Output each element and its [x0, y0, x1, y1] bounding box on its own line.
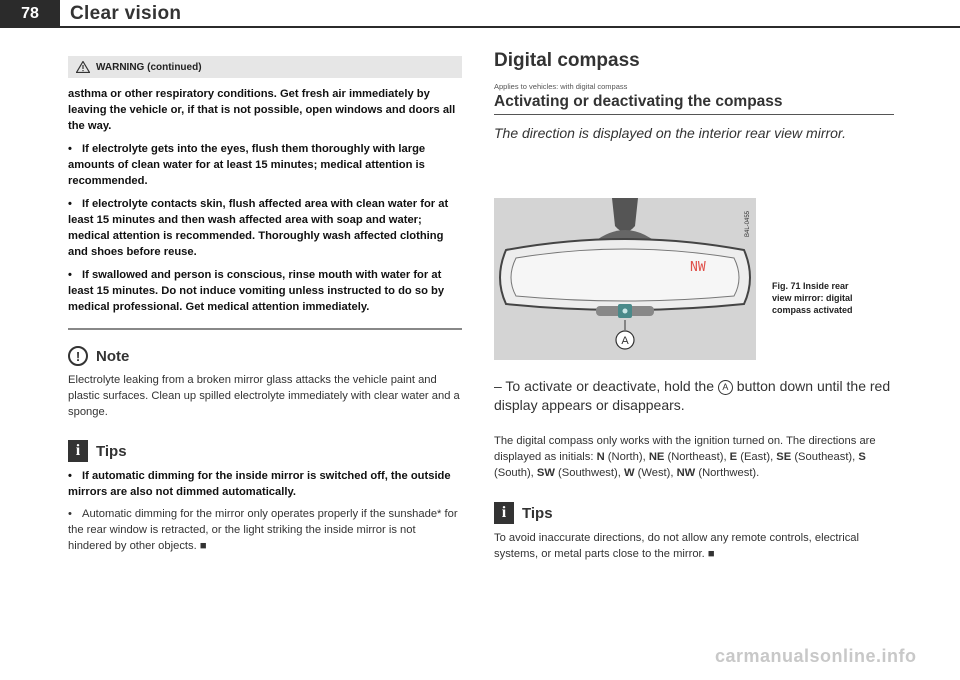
- page-number: 78: [0, 0, 60, 28]
- note-title: Note: [96, 347, 130, 365]
- direction-name: (Northeast),: [667, 451, 727, 463]
- callout-a-label: A: [621, 335, 629, 347]
- intro-text: The direction is displayed on the interior rear view mirror.: [494, 125, 846, 141]
- warning-paragraph: asthma or other respiratory conditions. Get fresh air immediately by leaving the vehicle or, if that is not possible, open windows and doors all the way.: [68, 88, 456, 132]
- figure-code: B4L-0455: [745, 210, 751, 238]
- tips-heading: [494, 502, 894, 524]
- tips-section-right: [494, 502, 894, 562]
- direction-abbr: W: [620, 467, 638, 479]
- header-rule: [60, 26, 960, 28]
- warning-bullet: • If electrolyte gets into the eyes, flush them thoroughly with large amounts of clean water for at least 15 minutes; medical attention is recommended.: [68, 143, 426, 187]
- instruction-step: – To activate or deactivate, hold the A button down until the red display appears or disappears.: [494, 378, 891, 413]
- rear-view-mirror-figure: [494, 198, 756, 360]
- direction-abbr: NE: [645, 451, 668, 463]
- direction-name: (Northwest).: [698, 467, 760, 479]
- info-i-icon: i: [494, 502, 514, 524]
- direction-name: (North),: [607, 451, 646, 463]
- direction-abbr: SE: [773, 451, 795, 463]
- direction-name: (East),: [740, 451, 774, 463]
- applies-to: Applies to vehicles: with digital compass: [494, 82, 628, 91]
- section-title: Clear vision: [70, 3, 182, 24]
- direction-abbr: S: [855, 451, 866, 463]
- left-column: [68, 56, 462, 554]
- compass-description: The digital compass only works with the ignition turned on. The directions are displayed as initials: N (North), NE (Northeast), E (East), SE (Southeast), S (South), SW (Southwest), W (West), NW (Northwest).: [494, 435, 876, 479]
- figure-caption: Fig. 71 Inside rear view mirror: digital compass activated: [772, 281, 853, 315]
- note-text: Electrolyte leaking from a broken mirror glass attacks the vehicle paint and plastic surfaces. Clean up spilled electrolyte immediately with clear water and a sponge.: [68, 374, 460, 418]
- tips-bullet: • Automatic dimming for the mirror only operates properly if the sunshade* for the rear window is retracted, or the light striking the inside mirror is not hindered by other objects. ■: [68, 508, 458, 552]
- tips-heading: [68, 440, 462, 462]
- right-column: [494, 50, 894, 560]
- direction-abbr: N: [596, 451, 608, 463]
- direction-name: (Southeast),: [794, 451, 856, 463]
- tips-bullet: • If automatic dimming for the inside mirror is switched off, the outside mirrors are also not dimmed automatically.: [68, 470, 451, 498]
- tips-title: Tips: [522, 504, 553, 522]
- warning-header: [68, 56, 462, 78]
- tips-body: [68, 468, 462, 554]
- exclamation-circle-icon: !: [68, 346, 88, 366]
- info-i-icon: i: [68, 440, 88, 462]
- warning-bullet: • If swallowed and person is conscious, rinse mouth with water for at least 15 minutes. Do not induce vomiting unless instructed to do so by medical professional. Get medical attention immediately.: [68, 269, 445, 313]
- direction-abbr: E: [726, 451, 741, 463]
- compass-display-text: NW: [690, 260, 706, 275]
- direction-name: (Southwest),: [558, 467, 621, 479]
- heading-digital-compass: Digital compass: [494, 50, 640, 71]
- watermark: carmanualsonline.info: [715, 646, 917, 666]
- note-heading: [68, 346, 462, 366]
- subheading-activating: Activating or deactivating the compass: [494, 93, 894, 115]
- warning-body: [68, 78, 462, 315]
- button-a-symbol: A: [718, 380, 733, 395]
- tips-text: To avoid inaccurate directions, do not allow any remote controls, electrical systems, or metal parts close to the mirror. ■: [494, 532, 860, 560]
- direction-name: (South),: [494, 467, 534, 479]
- warning-bullet: • If electrolyte contacts skin, flush affected area with clean water for at least 15 minutes and then wash affected area with soap and water; medical attention is recommended. Thoroughly wash affected clothing and shoes before reuse.: [68, 198, 449, 258]
- warning-box: [68, 56, 462, 330]
- tips-title: Tips: [96, 442, 127, 460]
- direction-abbr: NW: [673, 467, 699, 479]
- warning-title: WARNING (continued): [96, 61, 202, 73]
- direction-abbr: SW: [533, 467, 559, 479]
- direction-name: (West),: [637, 467, 674, 479]
- warning-triangle-icon: [76, 61, 90, 73]
